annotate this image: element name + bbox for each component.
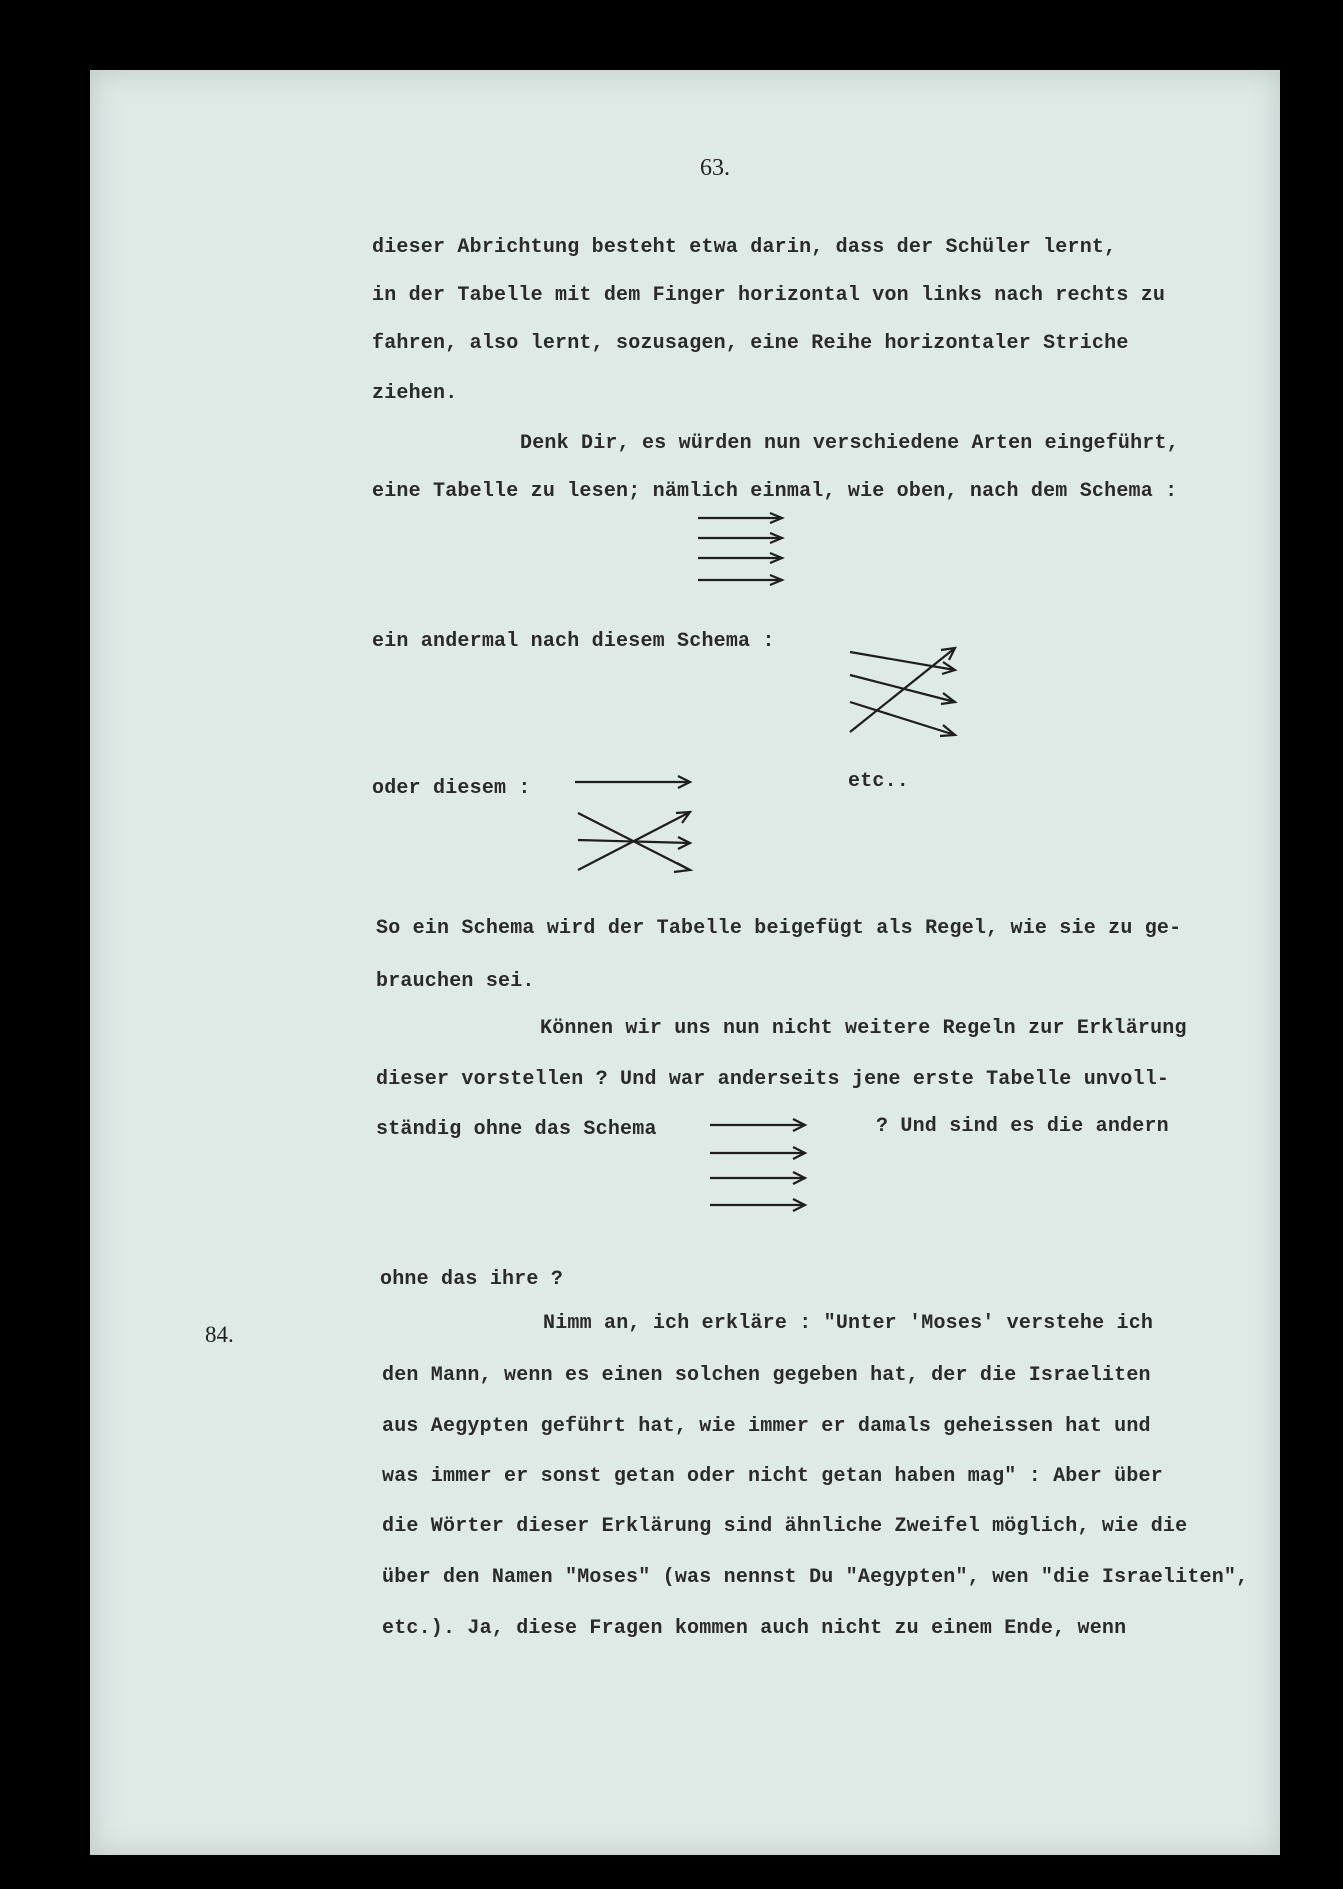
text-line: fahren, also lernt, sozusagen, eine Reihe horizontaler Striche <box>372 332 1129 355</box>
text-line: was immer er sonst getan oder nicht getan haben mag" : Aber über <box>382 1465 1163 1488</box>
text-line: Nimm an, ich erkläre : "Unter 'Moses' verstehe ich <box>543 1312 1154 1335</box>
text-line: brauchen sei. <box>376 970 535 993</box>
text-line: ständig ohne das Schema <box>376 1118 657 1141</box>
text-line: oder diesem : <box>372 777 531 800</box>
text-line: ein andermal nach diesem Schema : <box>372 630 775 653</box>
text-line: Denk Dir, es würden nun verschiedene Arten eingeführt, <box>520 432 1179 455</box>
text-line: ohne das ihre ? <box>380 1268 564 1291</box>
text-line: dieser vorstellen ? Und war anderseits jene erste Tabelle unvoll- <box>376 1068 1170 1091</box>
section-number: 84. <box>205 1322 234 1347</box>
text-line: in der Tabelle mit dem Finger horizontal von links nach rechts zu <box>372 284 1166 307</box>
page-number: 63. <box>700 155 730 181</box>
text-line: eine Tabelle zu lesen; nämlich einmal, wie oben, nach dem Schema : <box>372 480 1178 503</box>
text-line: ? Und sind es die andern <box>876 1115 1169 1138</box>
text-line: über den Namen "Moses" (was nennst Du "Aegypten", wen "die Israeliten", <box>382 1566 1249 1589</box>
text-line: ziehen. <box>372 382 458 405</box>
text-line: aus Aegypten geführt hat, wie immer er damals geheissen hat und <box>382 1415 1151 1438</box>
text-line: den Mann, wenn es einen solchen gegeben hat, der die Israeliten <box>382 1364 1151 1387</box>
text-line: dieser Abrichtung besteht etwa darin, dass der Schüler lernt, <box>372 236 1117 259</box>
schema-partial-crossing-arrows <box>570 770 700 880</box>
schema-parallel-arrows <box>690 510 790 590</box>
text-line: die Wörter dieser Erklärung sind ähnliche Zweifel möglich, wie die <box>382 1515 1188 1538</box>
text-line: Können wir uns nun nicht weitere Regeln zur Erklärung <box>540 1017 1187 1040</box>
schema-parallel-arrows-repeat <box>705 1115 815 1215</box>
text-line: etc.. <box>848 770 910 793</box>
schema-crossing-arrows <box>845 640 965 740</box>
text-line: etc.). Ja, diese Fragen kommen auch nicht zu einem Ende, wenn <box>382 1617 1127 1640</box>
text-line: So ein Schema wird der Tabelle beigefügt als Regel, wie sie zu ge- <box>376 917 1182 940</box>
